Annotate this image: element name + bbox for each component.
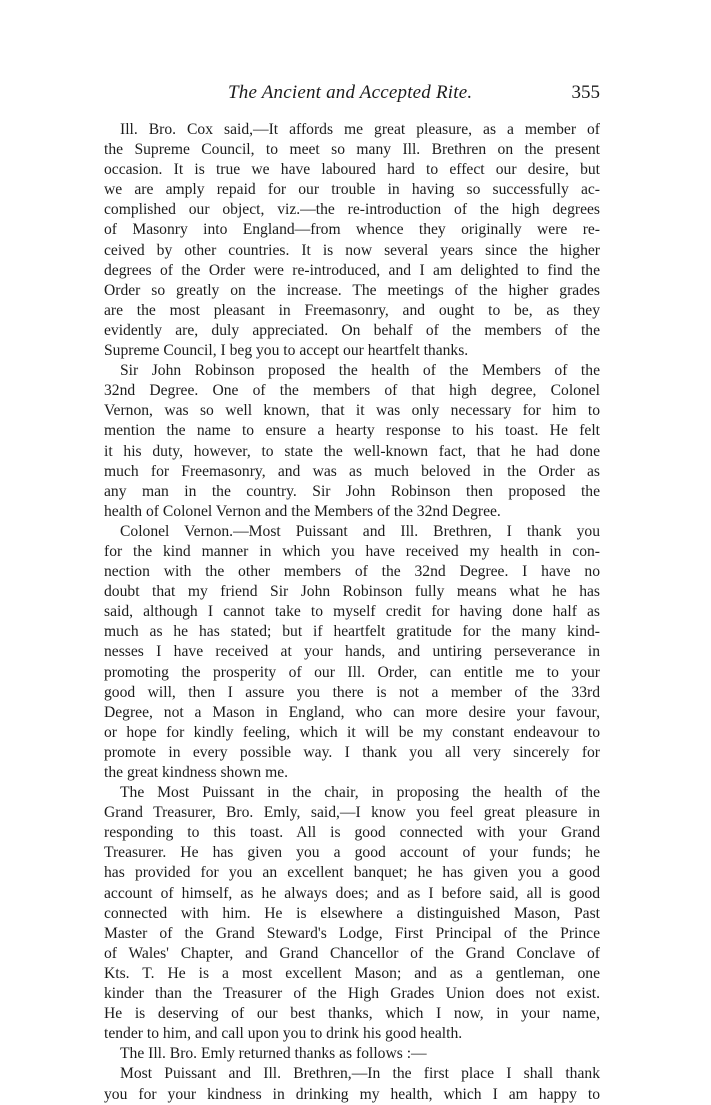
text-line: Kts. T. He is a most excellent Mason; and as a gentleman, one: [104, 964, 600, 982]
text-line: the great kindness shown me.: [104, 764, 289, 781]
text-line: doubt that my friend Sir John Robinson fully means what he has: [104, 583, 600, 601]
text-line: complished our object, viz.—the re-introduction of the high degrees: [104, 201, 600, 219]
text-line: Degree, not a Mason in England, who can more desire your favour,: [104, 703, 600, 721]
text-line: nection with the other members of the 32nd Degree. I have no: [104, 563, 600, 581]
text-line: Grand Treasurer, Bro. Emly, said,—I know you feel great pleasure in: [104, 804, 600, 822]
text-line: of Masonry into England—from whence they originally were re-: [104, 221, 600, 239]
text-line: or hope for kindly feeling, which it will be my constant endeavour to: [104, 723, 600, 741]
page-header: [104, 82, 600, 108]
text-line: occasion. It is true we have laboured hard to effect our desire, but: [104, 161, 600, 179]
text-line: kinder than the Treasurer of the High Grades Union does not exist.: [104, 985, 600, 1003]
text-line: tender to him, and call upon you to drink his good health.: [104, 1025, 463, 1043]
text-line: Order so greatly on the increase. The meetings of the higher grades: [104, 281, 600, 299]
text-line: Vernon, was so well known, that it was only necessary for him to: [104, 402, 600, 420]
text-line: good will, then I assure you there is not a member of the 33rd: [104, 683, 600, 701]
text-line: Supreme Council, I beg you to accept our heartfelt thanks.: [104, 342, 469, 360]
text-line: Master of the Grand Steward's Lodge, First Principal of the Prince: [104, 924, 600, 942]
text-line: health of Colonel Vernon and the Members of the 32nd Degree.: [104, 502, 501, 520]
text-line: much as he has stated; but if heartfelt gratitude for the many kind-: [104, 623, 600, 641]
text-line: said, although I cannot take to myself credit for having done half as: [104, 603, 600, 621]
text-line: are the most pleasant in Freemasonry, and ought to be, as they: [104, 301, 600, 319]
text-line: much for Freemasonry, and was as much beloved in the Order as: [104, 462, 600, 480]
text-line: nesses I have received at your hands, and untiring perseverance in: [104, 643, 600, 661]
text-line: promote in every possible way. I thank you all very sincerely for: [104, 743, 600, 761]
text-line: any man in the country. Sir John Robinson then proposed the: [104, 482, 600, 500]
body-text: [104, 120, 600, 1105]
text-line: Ill. Bro. Cox said,—It affords me great pleasure, as a member of: [120, 121, 600, 138]
text-line: He is deserving of our best thanks, which I now, in your name,: [104, 1005, 600, 1023]
text-line: account of himself, as he always does; and as I before said, all is good: [104, 884, 600, 902]
text-line: degrees of the Order were re-introduced, and I am delighted to find the: [104, 261, 600, 279]
text-line: of Wales' Chapter, and Grand Chancellor of the Grand Conclave of: [104, 944, 600, 962]
text-line: the Supreme Council, to meet so many Ill. Brethren on the present: [104, 141, 600, 159]
text-line: The Ill. Bro. Emly returned thanks as follows :—: [120, 1045, 427, 1063]
text-line: 32nd Degree. One of the members of that high degree, Colonel: [104, 382, 600, 400]
text-line: you for your kindness in drinking my health, which I am happy to: [104, 1085, 600, 1103]
text-line: promoting the prosperity of our Ill. Order, can entitle me to your: [104, 663, 600, 681]
text-line: connected with him. He is elsewhere a distinguished Mason, Past: [104, 904, 600, 922]
text-line: for the kind manner in which you have received my health in con-: [104, 542, 600, 560]
text-line: Colonel Vernon.—Most Puissant and Ill. Brethren, I thank you: [120, 522, 600, 540]
text-line: mention the name to ensure a hearty response to his toast. He felt: [104, 422, 600, 440]
text-line: we are amply repaid for our trouble in having so successfully ac-: [104, 181, 600, 199]
running-title: The Ancient and Accepted Rite.: [228, 82, 473, 103]
text-line: ceived by other countries. It is now several years since the higher: [104, 241, 600, 259]
text-line: Sir John Robinson proposed the health of the Members of the: [120, 362, 600, 380]
text-line: Treasurer. He has given you a good account of your funds; he: [104, 844, 600, 862]
text-line: has provided for you an excellent banquet; he has given you a good: [104, 864, 600, 882]
text-line: responding to this toast. All is good connected with your Grand: [104, 824, 600, 842]
page-number: 355: [571, 82, 600, 103]
text-line: it his duty, however, to state the well-known fact, that he had done: [104, 442, 600, 460]
text-line: evidently are, duly appreciated. On behalf of the members of the: [104, 321, 600, 339]
text-line: The Most Puissant in the chair, in proposing the health of the: [120, 784, 600, 802]
text-line: Most Puissant and Ill. Brethren,—In the first place I shall thank: [120, 1065, 600, 1083]
